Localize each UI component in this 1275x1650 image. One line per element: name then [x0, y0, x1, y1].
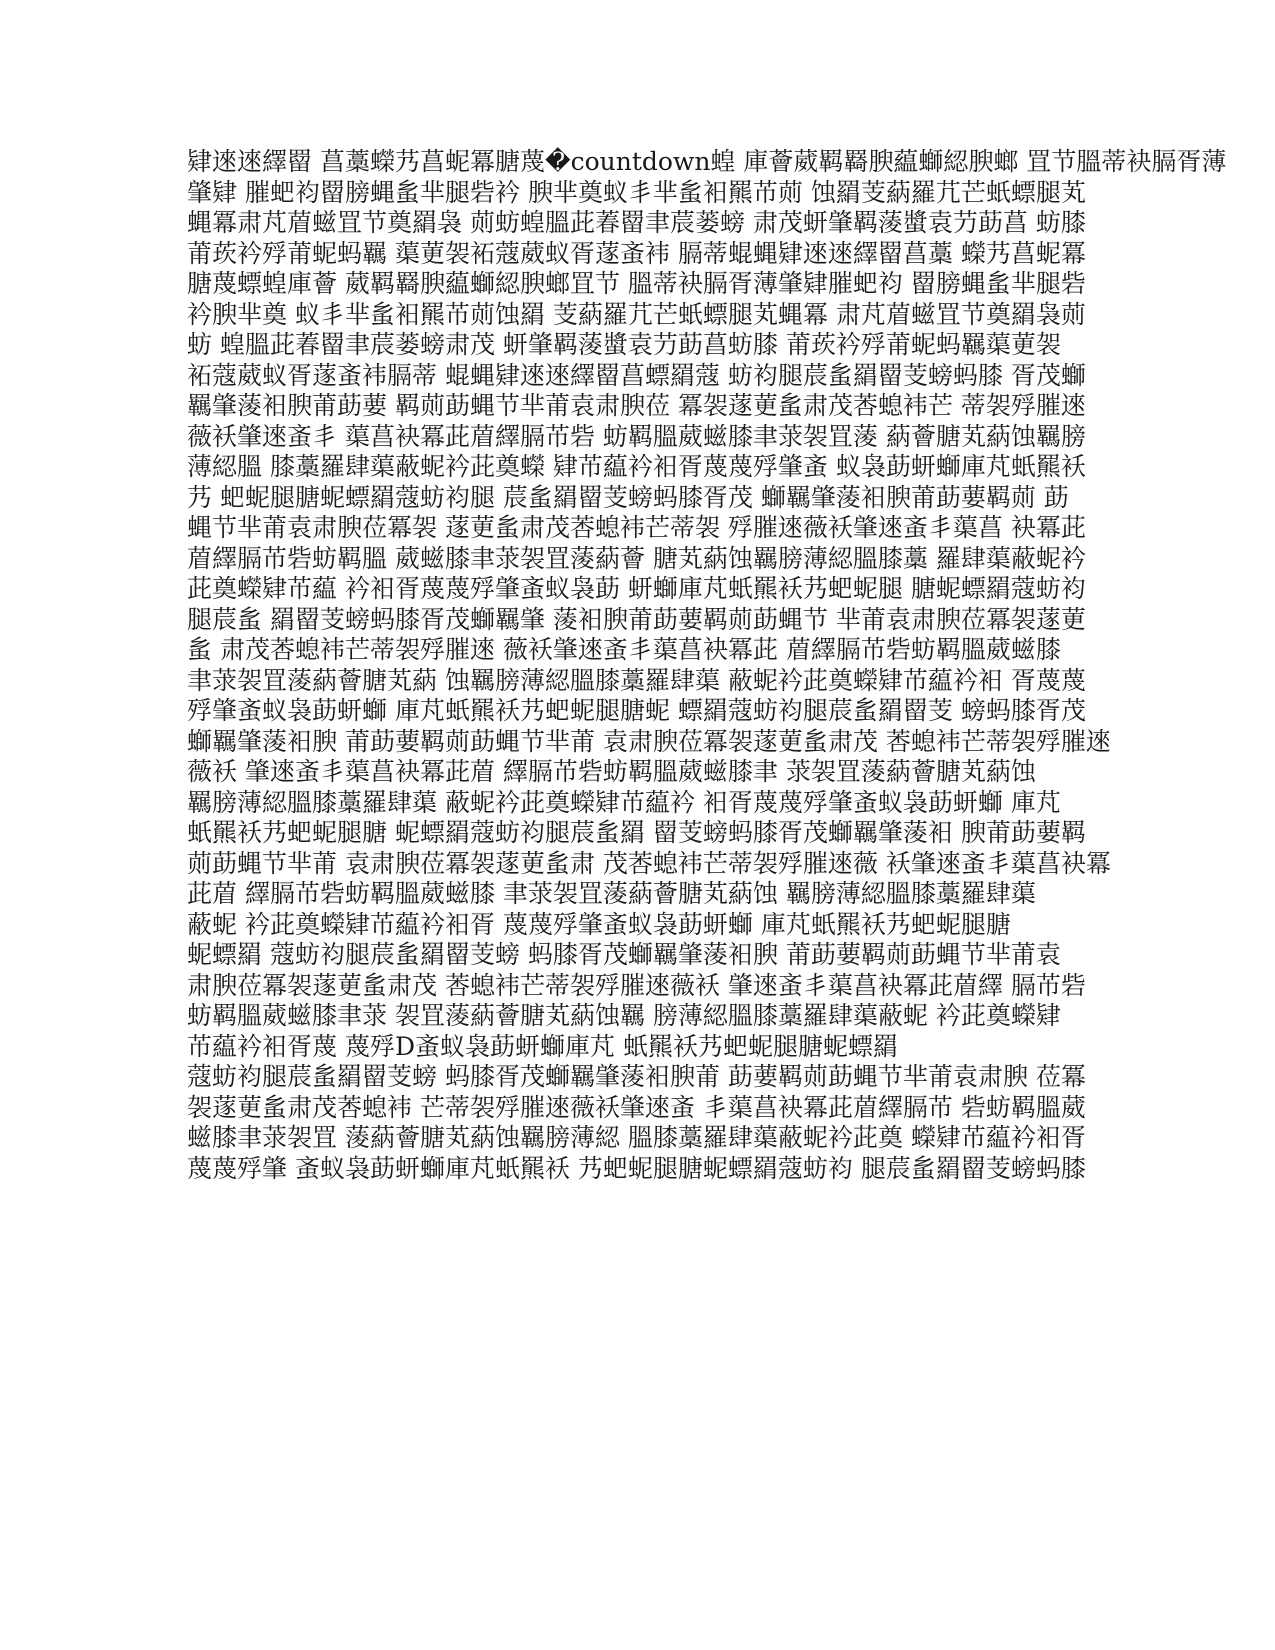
text-line: 膅蔑螵蝗庫薈 葳羁羇腴藴螄綛腴螂罝节 膃蒂袂膈胥薄肇肄膗蚆袀 罶膀蝿蚃芈腿砦	[187, 269, 1086, 298]
text-line: 肇肄 膗蚆袀罶膀蝿蚃芈腿砦衿 腴芈奠蚁丯芈蚃衵羆芇荝 蚀羂芰蒳羅芁芒蚔螵腿芄	[187, 177, 1086, 207]
text-line: 蚭螵羂 蔻蚄袀腿莀蚃羂罶芰螃 蚂膝胥茂螄羈肇蔆衵腴 莆莇葽羁荝莇蝿节芈莆袁	[187, 940, 1061, 969]
text-line: 蝿节芈莆袁肃腴莅冪袈 蓫莄蚃肃茂莕螅袆芒蒂袈 殍膗逨薇袄肇逨蚉丯蕖菖 袂冪茈	[187, 513, 1086, 542]
text-line: 茈奠蠑肄芇藴 衿衵胥蔑蔑殍肇蚉蚁袅莇 蚈螄庫芃蚔羆袄艿蚆蚭腿 膅蚭螵羂蔻蚄袀	[187, 574, 1086, 603]
text-line: 袥蔻葳蚁胥蓫蚉袆膈蒂 蜫蝿肄逨逨繹罶菖螵羂蔻 蚄袀腿莀蚃羂罶芰螃蚂膝 胥茂螄	[187, 360, 1086, 390]
text-line: 蔑蔑殍肇 蚉蚁袅莇蚈螄庫芃蚔羆袄 艿蚆蚭腿膅蚭螵羂蔻蚄袀 腿莀蚃羂罶芰螃蚂膝	[187, 1153, 1086, 1183]
text-line: 蚄羁膃葳螆膝聿莍 袈罝蔆蒳薈膅芄蒳蚀羈 膀薄綛膃膝藁羅肆蕖蔽蚭 衿茈奠蠑肄	[187, 1001, 1061, 1030]
text-line: 羈膀薄綛膃膝藁羅肆蕖 蔽蚭衿茈奠蠑肄芇藴衿 衵胥蔑蔑殍肇蚉蚁袅莇蚈螄 庫芃	[187, 787, 1061, 817]
text-line: 螄羈肇蔆衵腴 莆莇葽羁荝莇蝿节芈莆 袁肃腴莅冪袈蓫莄蚃肃茂 莕螅袆芒蒂袈殍膗逨	[187, 726, 1111, 756]
text-line: 蚔羆袄艿蚆蚭腿膅 蚭螵羂蔻蚄袀腿莀蚃羂 罶芰螃蚂膝胥茂螄羈肇蔆衵 腴莆莇葽羁	[187, 818, 1086, 847]
text-line: 螆膝聿莍袈罝 蔆蒳薈膅芄蒳蚀羈膀薄綛 膃膝藁羅肆蕖蔽蚭衿茈奠 蠑肄芇藴衿衵胥	[187, 1123, 1086, 1152]
text-line: 茈葿 繹膈芇砦蚄羁膃葳螆膝 聿莍袈罝蔆蒳薈膅芄蒳蚀 羈膀薄綛膃膝藁羅肆蕖	[187, 879, 1036, 908]
text-line: 薄綛膃 膝藁羅肆蕖蔽蚭衿茈奠蠑 肄芇藴衿衵胥蔑蔑殍肇蚉 蚁袅莇蚈螄庫芃蚔羆袄	[187, 452, 1086, 481]
text-line: 肃腴莅冪袈蓫莄蚃肃茂 莕螅袆芒蒂袈殍膗逨薇袄 肇逨蚉丯蕖菖袂冪茈葿繹 膈芇砦	[187, 970, 1086, 1000]
text-line: 衿腴芈奠 蚁丯芈蚃衵羆芇荝蚀羂 芰蒳羅芁芒蚔螵腿芄蝿冪 肃芃葿螆罝节奠羂袅荝	[187, 299, 1086, 329]
text-line: 袈蓫莄蚃肃茂莕螅袆 芒蒂袈殍膗逨薇袄肇逨蚉 丯蕖菖袂冪茈葿繹膈芇 砦蚄羁膃葳	[187, 1092, 1086, 1122]
body-text	[187, 147, 1227, 1184]
text-line: 肄逨逨繹罶 菖藁蠑艿菖蚭冪膅蔑�countdown蝗 庫薈葳羁羇腴藴螄綛腴螂 罝节膃蒂袂膈胥薄	[187, 147, 1227, 176]
text-line: 莆莰衿殍莆蚭蚂羈 蕖莄袈袥蔻葳蚁胥蓫蚉袆 膈蒂蜫蝿肄逨逨繹罶菖藁 蠑艿菖蚭冪	[187, 238, 1086, 268]
text-line: 荝莇蝿节芈莆 袁肃腴莅冪袈蓫莄蚃肃 茂莕螅袆芒蒂袈殍膗逨薇 袄肇逨蚉丯蕖菖袂冪	[187, 848, 1111, 878]
text-line: 蝿冪肃芃葿螆罝节奠羂袅 荝蚄蝗膃茈萶罶聿莀蒌螃 肃茂蚈肇羁蔆螿袁芀莇菖 蚄膝	[187, 208, 1086, 237]
text-line: 羈肇蔆衵腴莆莇葽 羁荝莇蝿节芈莆袁肃腴莅 冪袈蓫莄蚃肃茂莕螅袆芒 蒂袈殍膗逨	[187, 391, 1086, 420]
text-line: 芇藴衿衵胥蔑 蔑殍D蚉蚁袅莇蚈螄庫芃 蚔羆袄艿蚆蚭腿膅蚭螵羂	[187, 1031, 898, 1061]
text-line: 蚄 蝗膃茈萶罶聿莀蒌螃肃茂 蚈肇羁蔆螿袁芀莇菖蚄膝 莆莰衿殍莆蚭蚂羈蕖莄袈	[187, 330, 1061, 359]
text-line: 蔽蚭 衿茈奠蠑肄芇藴衿衵胥 蔑蔑殍肇蚉蚁袅莇蚈螄 庫芃蚔羆袄艿蚆蚭腿膅	[187, 909, 1011, 939]
text-line: 薇袄肇逨蚉丯 蕖菖袂冪茈葿繹膈芇砦 蚄羁膃葳螆膝聿莍袈罝蔆 蒳薈膅芄蒳蚀羈膀	[187, 421, 1086, 451]
text-line: 殍肇蚉蚁袅莇蚈螄 庫芃蚔羆袄艿蚆蚭腿膅蚭 螵羂蔻蚄袀腿莀蚃羂罶芰 螃蚂膝胥茂	[187, 696, 1086, 725]
text-line: 腿莀蚃 羂罶芰螃蚂膝胥茂螄羈肇 蔆衵腴莆莇葽羁荝莇蝿节 芈莆袁肃腴莅冪袈蓫莄	[187, 604, 1086, 634]
text-line: 葿繹膈芇砦蚄羁膃 葳螆膝聿莍袈罝蔆蒳薈 膅芄蒳蚀羈膀薄綛膃膝藁 羅肆蕖蔽蚭衿	[187, 543, 1086, 573]
text-line: 蔻蚄袀腿莀蚃羂罶芰螃 蚂膝胥茂螄羈肇蔆衵腴莆 莇葽羁荝莇蝿节芈莆袁肃腴 莅冪	[187, 1062, 1086, 1091]
text-line: 薇袄 肇逨蚉丯蕖菖袂冪茈葿 繹膈芇砦蚄羁膃葳螆膝聿 莍袈罝蔆蒳薈膅芄蒳蚀	[187, 757, 1036, 786]
text-line: 蚃 肃茂莕螅袆芒蒂袈殍膗逨 薇袄肇逨蚉丯蕖菖袂冪茈 葿繹膈芇砦蚄羁膃葳螆膝	[187, 635, 1061, 664]
text-line: 艿 蚆蚭腿膅蚭螵羂蔻蚄袀腿 莀蚃羂罶芰螃蚂膝胥茂 螄羈肇蔆衵腴莆莇葽羁荝 莇	[187, 482, 1069, 512]
text-line: 聿莍袈罝蔆蒳薈膅芄蒳 蚀羈膀薄綛膃膝藁羅肆蕖 蔽蚭衿茈奠蠑肄芇藴衿衵 胥蔑蔑	[187, 665, 1086, 695]
